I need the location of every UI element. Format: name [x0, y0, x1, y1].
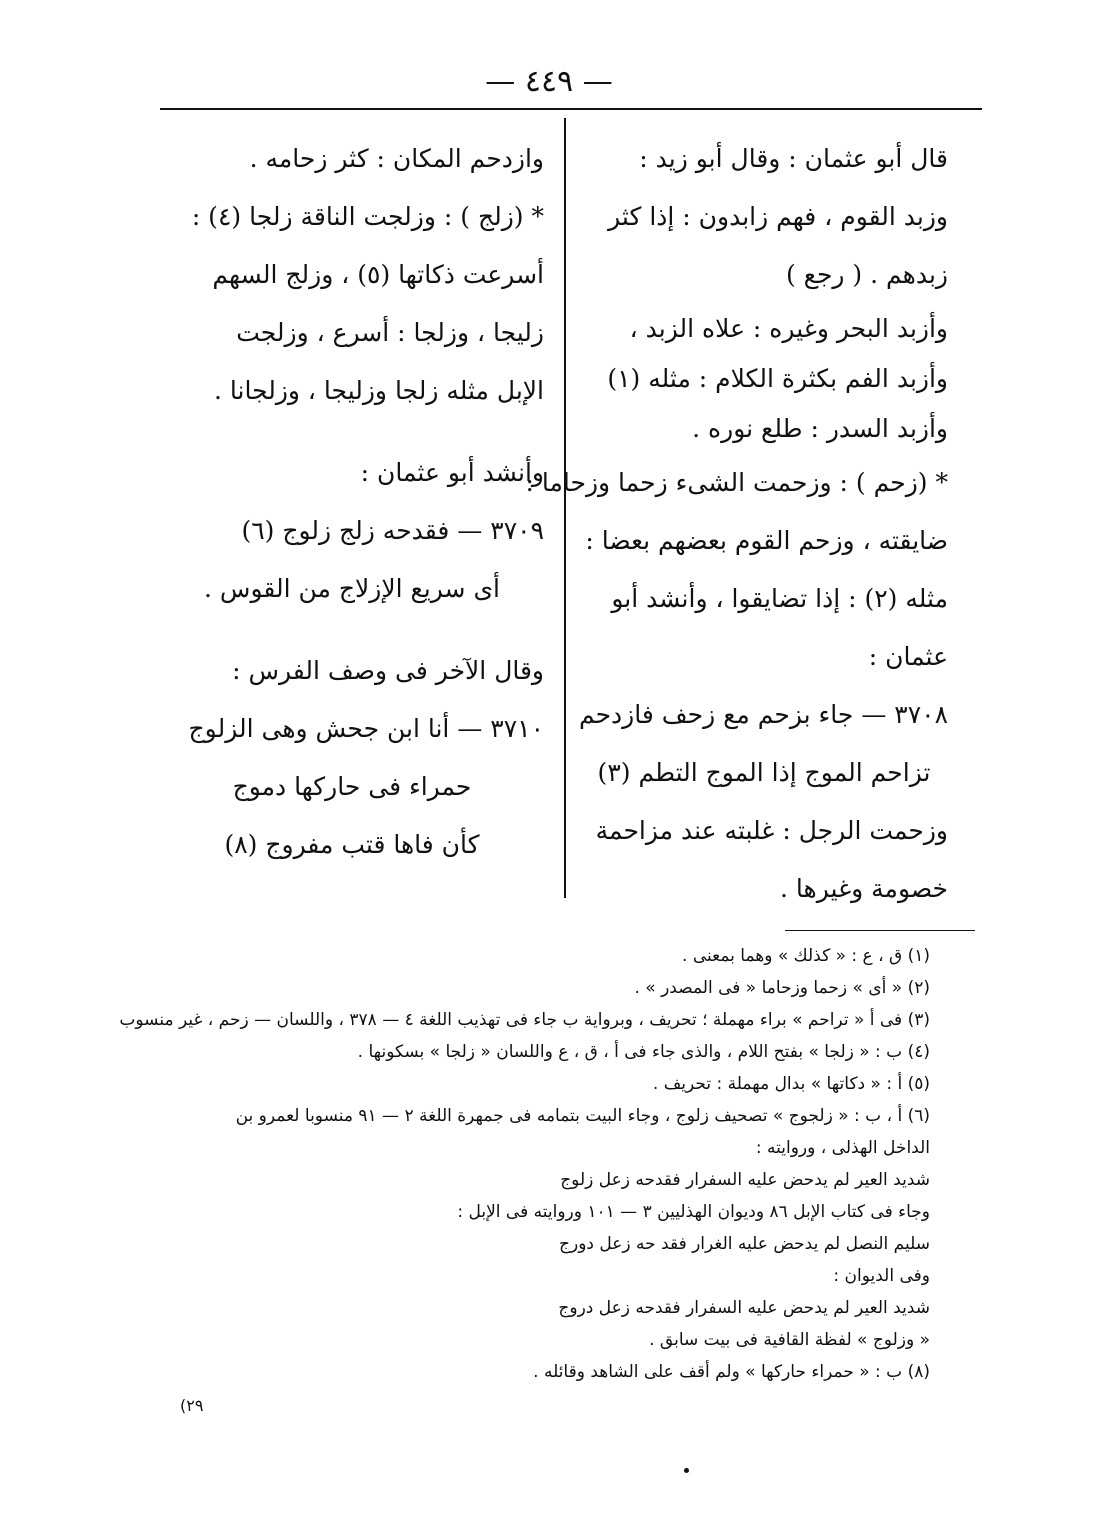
- verse-line: ٣٧١٠ — أنا ابن جحش وهى الزلوج: [188, 714, 544, 743]
- text-line: وأنشد أبو عثمان :: [360, 458, 544, 487]
- text-line: زليجا ، وزلجا : أسرع ، وزلجت: [236, 318, 544, 347]
- footnote-rule: [785, 930, 975, 931]
- verse-line: كأن فاها قتب مفروج (٨): [224, 830, 480, 859]
- text-line: وأزبد الفم بكثرة الكلام : مثله (١): [607, 364, 948, 393]
- footnote: (٨) ب : « حمراء حاركها » ولم أقف على الشاهد وقائله .: [533, 1362, 930, 1382]
- page-dot: [684, 1468, 689, 1473]
- text-line: عثمان :: [868, 642, 948, 671]
- text-line: قال أبو عثمان : وقال أبو زيد :: [639, 144, 948, 173]
- text-line: أى سريع الإزلاج من القوس .: [204, 574, 500, 603]
- verse-line: ٣٧٠٩ — فقدحه زلج زلوج (٦): [241, 516, 544, 545]
- text-line: * (زلج ) : وزلجت الناقة زلجا (٤) :: [191, 202, 544, 231]
- text-line: وازدحم المكان : كثر زحامه .: [249, 144, 544, 173]
- spacer: [160, 420, 544, 444]
- text-line: وزبد القوم ، فهم زابدون : إذا كثر: [608, 202, 948, 231]
- footnote: وفى الديوان :: [833, 1266, 930, 1286]
- verse-line: ٣٧٠٨ — جاء بزحم مع زحف فازدحم: [578, 700, 948, 729]
- footnote: (١) ق ، ع : « كذلك » وهما بمعنى .: [682, 946, 930, 966]
- spacer: [160, 618, 544, 642]
- footnote: (٣) فى أ « تراحم » براء مهملة ؛ تحريف ، وبرواية ب جاء فى تهذيب اللغة ٤ — ٣٧٨ ، واللسان — زحم ، غير منسوب: [119, 1010, 930, 1030]
- text-line: خصومة وغيرها .: [780, 874, 948, 903]
- footnote: « وزلوج » لفظة القافية فى بيت سابق .: [649, 1330, 930, 1350]
- text-line: * (زحم ) : وزحمت الشىء زحما وزحاما :: [525, 468, 948, 497]
- footnote: وجاء فى كتاب الإبل ٨٦ وديوان الهذليين ٣ — ١٠١ وروايته فى الإبل :: [457, 1202, 930, 1222]
- text-line: ضايقته ، وزحم القوم بعضهم بعضا :: [585, 526, 948, 555]
- footnote: الداخل الهذلى ، وروايته :: [755, 1138, 930, 1158]
- footnote: (٦) أ ، ب : « زلجوج » تصحيف زلوج ، وجاء البيت بتمامه فى جمهرة اللغة ٢ — ٩١ منسوبا لعمرو بن: [235, 1106, 930, 1126]
- text-line: زبدهم . ( رجع ): [785, 260, 948, 289]
- footnote: (٢) « أى » زحما وزحاما « فى المصدر » .: [634, 978, 930, 998]
- verse-line: حمراء فى حاركها دموج: [232, 772, 472, 801]
- footnote: (٥) أ : « دكاتها » بدال مهملة : تحريف .: [652, 1074, 930, 1094]
- text-line: مثله (٢) : إذا تضايقوا ، وأنشد أبو: [611, 584, 948, 613]
- text-line: الإبل مثله زلجا وزليجا ، وزلجانا .: [213, 376, 544, 405]
- left-column: [160, 130, 544, 874]
- footnotes: [119, 940, 930, 1388]
- footnote-quote: شديد العير لم يدحض عليه السفرار فقدحه زعل دروج: [558, 1298, 930, 1318]
- right-column: [525, 130, 948, 918]
- text-line: وزحمت الرجل : غلبته عند مزاحمة: [595, 816, 948, 845]
- signature-mark: (٢٩: [180, 1396, 204, 1415]
- footnote-quote: سليم النصل لم يدحض عليه الغرار فقد حه زعل دورج: [559, 1234, 930, 1254]
- text-line: وأزبد السدر : طلع نوره .: [692, 414, 948, 443]
- text-line: أسرعت ذكاتها (٥) ، وزلج السهم: [212, 260, 544, 289]
- verse-line: تزاحم الموج إذا الموج التطم (٣): [597, 758, 931, 787]
- header-rule: [160, 108, 982, 110]
- page-number: — ٤٤٩ —: [485, 64, 613, 99]
- footnote-quote: شديد العير لم يدحض عليه السفرار فقدحه زعل زلوج: [560, 1170, 930, 1190]
- text-line: وأزبد البحر وغيره : علاه الزبد ،: [629, 314, 948, 343]
- footnote: (٤) ب : « زلجا » بفتح اللام ، والذى جاء فى أ ، ق ، ع واللسان « زلجا » بسكونها .: [357, 1042, 930, 1062]
- text-line: وقال الآخر فى وصف الفرس :: [232, 656, 544, 685]
